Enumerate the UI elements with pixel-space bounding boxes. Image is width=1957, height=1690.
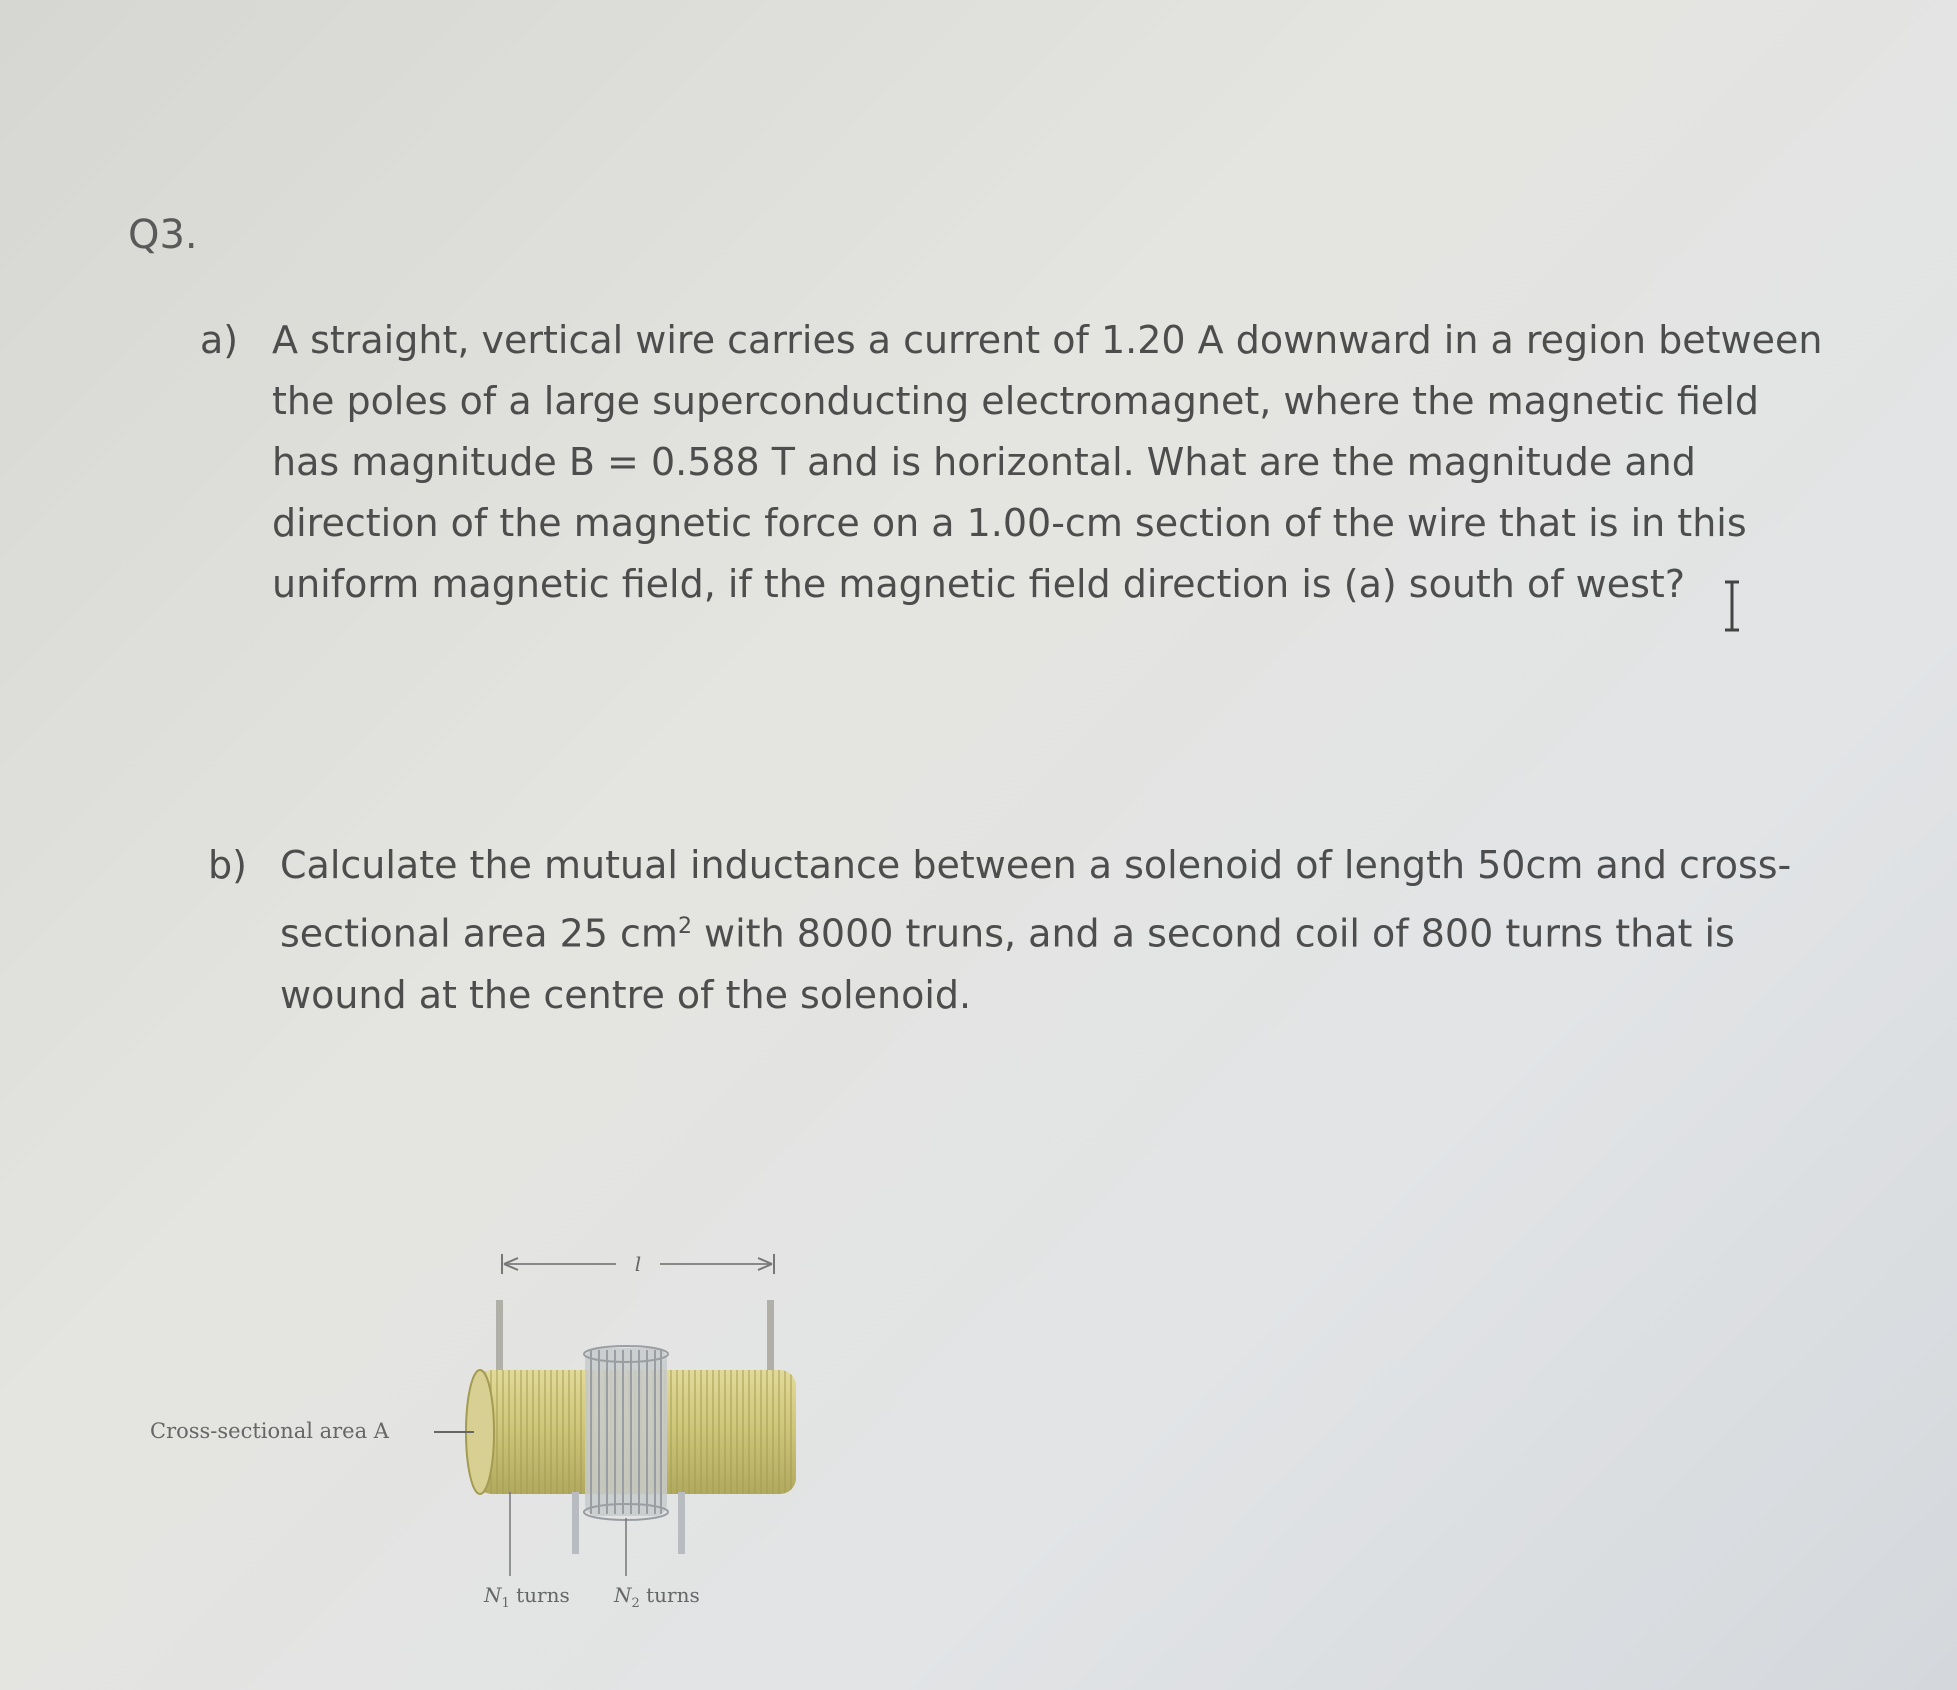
solenoid-lead-right bbox=[767, 1300, 774, 1380]
part-b-label: b) bbox=[208, 843, 247, 887]
n1-label: $N_1$ turns bbox=[484, 1583, 570, 1611]
part-a-text: A straight, vertical wire carries a current of 1.20 A downward in a region between the poles of a large superconducting electromagnet, where the magnetic field has magnitude B = 0.588 T and is horizontal. What are the magnitude and direction of the magnetic force on a 1.00-cm section of the wire that is in this uniform magnetic field, if the magnetic field direction is (a) south of west? bbox=[272, 318, 1823, 606]
part-b-text-start: Calculate the mutual inductance between a solenoid of length 50cm and cross- sectional area 25 cm bbox=[280, 843, 1792, 956]
secondary-coil bbox=[584, 1346, 668, 1520]
part-b-text bbox=[280, 835, 1908, 1026]
question-number: Q3. bbox=[128, 212, 198, 258]
solenoid-lead-left bbox=[496, 1300, 503, 1380]
part-a-label: a) bbox=[200, 318, 239, 362]
part-a bbox=[200, 310, 1920, 615]
text-cursor-icon bbox=[1722, 580, 1742, 632]
length-symbol: l bbox=[634, 1252, 642, 1276]
part-b-text-end: with 8000 truns, and a second coil of 800 turns that is wound at the centre of the solenoid. bbox=[280, 911, 1735, 1017]
solenoid-diagram bbox=[140, 1230, 820, 1630]
secondary-lead-left bbox=[572, 1492, 579, 1554]
secondary-lead-right bbox=[678, 1492, 685, 1554]
part-b bbox=[208, 835, 1908, 1026]
part-b-superscript: 2 bbox=[677, 914, 692, 939]
cross-section-label: Cross-sectional area A bbox=[150, 1419, 389, 1443]
n2-label: $N_2$ turns bbox=[614, 1583, 700, 1611]
